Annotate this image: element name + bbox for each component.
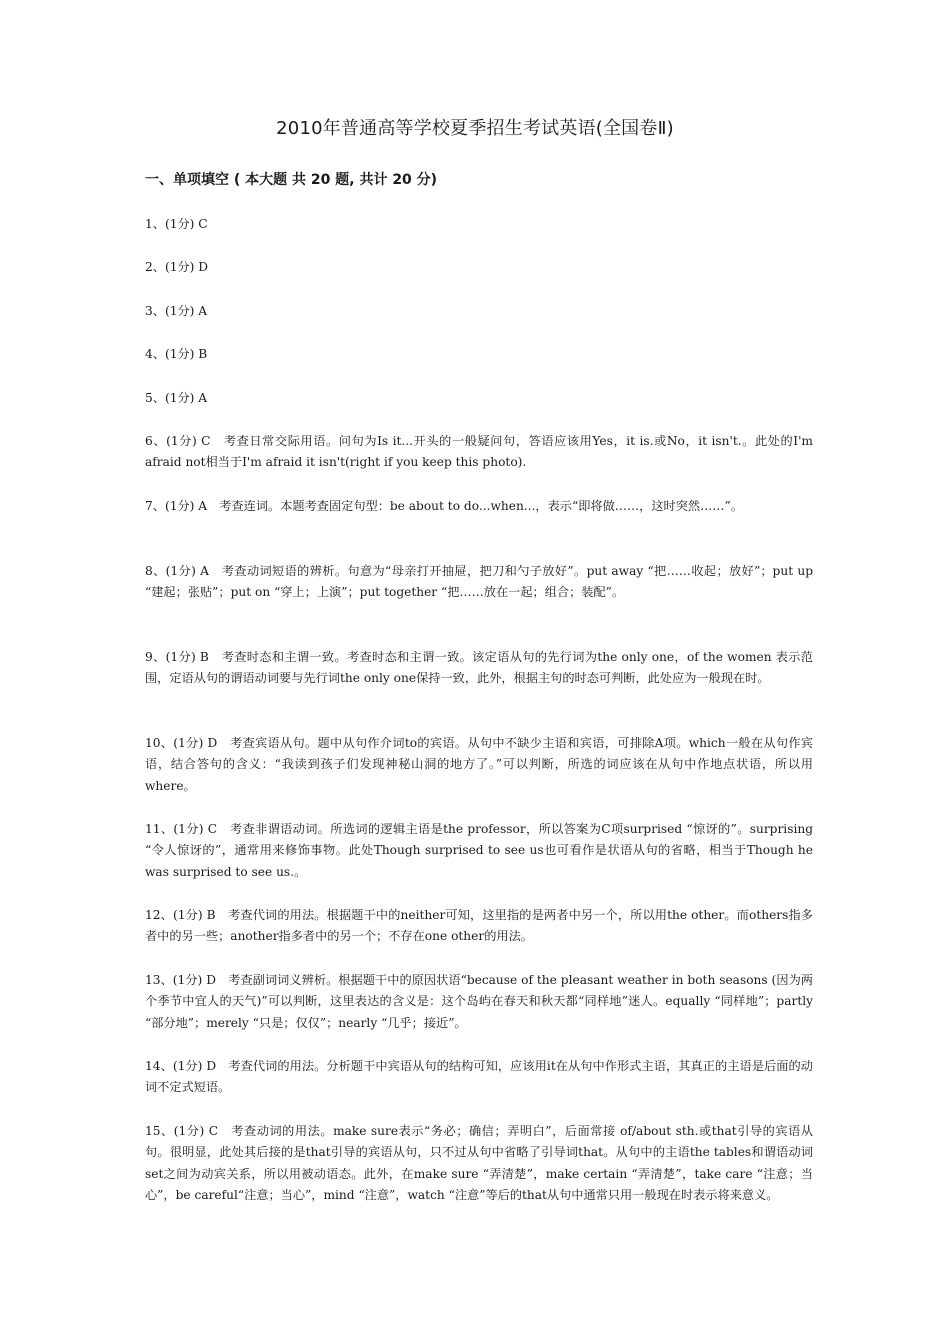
answer-item-6: 6、(1分) C 考查日常交际用语。问句为Is it...开头的一般疑问句，答语应该用Yes，it is.或No，it isn't.。此处的I'm afraid not相当于I'm afraid it isn't(right if you keep this photo). bbox=[145, 434, 813, 470]
answer-item-4: 4、(1分) B bbox=[145, 347, 208, 361]
answer-item-11: 11、(1分) C 考查非谓语动词。所选词的逻辑主语是the professor，所以答案为C项surprised “惊讶的”。surprising “令人惊讶的”，通常用来修饰事物。此处Though surprised to see us也可看作是状语从句的省略，相当于Though he was surprised to see us.。 bbox=[145, 822, 813, 879]
answer-item-12: 12、(1分) B 考查代词的用法。根据题干中的neither可知，这里指的是两者中另一个，所以用the other。而others指多者中的另一些；another指多者中的另一个；不存在one other的用法。 bbox=[145, 908, 813, 944]
section-heading: 一、单项填空 ( 本大题 共 20 题, 共计 20 分) bbox=[145, 172, 438, 188]
answer-item-5: 5、(1分) A bbox=[145, 391, 208, 405]
answer-item-9: 9、(1分) B 考查时态和主谓一致。考查时态和主谓一致。该定语从句的先行词为the only one，of the women 表示范围，定语从句的谓语动词要与先行词the only one保持一致，此外，根据主句的时态可判断，此处应为一般现在时。 bbox=[145, 650, 813, 686]
answer-item-10: 10、(1分) D 考查宾语从句。题中从句作介词to的宾语。从句中不缺少主语和宾语，可排除A项。which一般在从句作宾语，结合答句的含义：“我读到孩子们发现神秘山洞的地方了。”可以判断，所选的词应该在从句中作地点状语，所以用where。 bbox=[145, 736, 813, 793]
answer-item-7: 7、(1分) A 考查连词。本题考查固定句型：be about to do...when...，表示“即将做……，这时突然……”。 bbox=[145, 499, 743, 513]
answer-item-3: 3、(1分) A bbox=[145, 304, 208, 318]
answer-item-8: 8、(1分) A 考查动词短语的辨析。句意为“母亲打开抽屉，把刀和勺子放好”。put away “把……收起；放好”；put up “建起；张贴”；put on “穿上；上演”；put together “把……放在一起；组合；装配”。 bbox=[145, 564, 813, 600]
answer-item-13: 13、(1分) D 考查副词词义辨析。根据题干中的原因状语“because of the pleasant weather in both seasons (因为两个季节中宜人的天气)”可以判断，这里表达的含义是：这个岛屿在春天和秋天都“同样地”迷人。equally “同样地”；partly “部分地”；merely “只是；仅仅”；nearly “几乎；接近”。 bbox=[145, 973, 813, 1030]
answer-item-2: 2、(1分) D bbox=[145, 260, 209, 274]
answer-item-14: 14、(1分) D 考查代词的用法。分析题干中宾语从句的结构可知，应该用it在从句中作形式主语，其真正的主语是后面的动词不定式短语。 bbox=[145, 1059, 813, 1095]
answer-item-15: 15、(1分) C 考查动词的用法。make sure表示“务必；确信；弄明白”，后面常接 of/about sth.或that引导的宾语从句。很明显，此处其后接的是that引导的宾语从句，只不过从句中省略了引导词that。从句中的主语the tables和谓语动词set之间为动宾关系，所以用被动语态。此外，在make sure “弄清楚”，make certain “弄清楚”，take care “注意；当心”，be careful“注意；当心”，mind “注意”，watch “注意”等后的that从句中通常只用一般现在时表示将来意义。 bbox=[145, 1124, 813, 1203]
document-title: 2010年普通高等学校夏季招生考试英语(全国卷Ⅱ) bbox=[276, 118, 674, 139]
answer-item-1: 1、(1分) C bbox=[145, 217, 208, 231]
